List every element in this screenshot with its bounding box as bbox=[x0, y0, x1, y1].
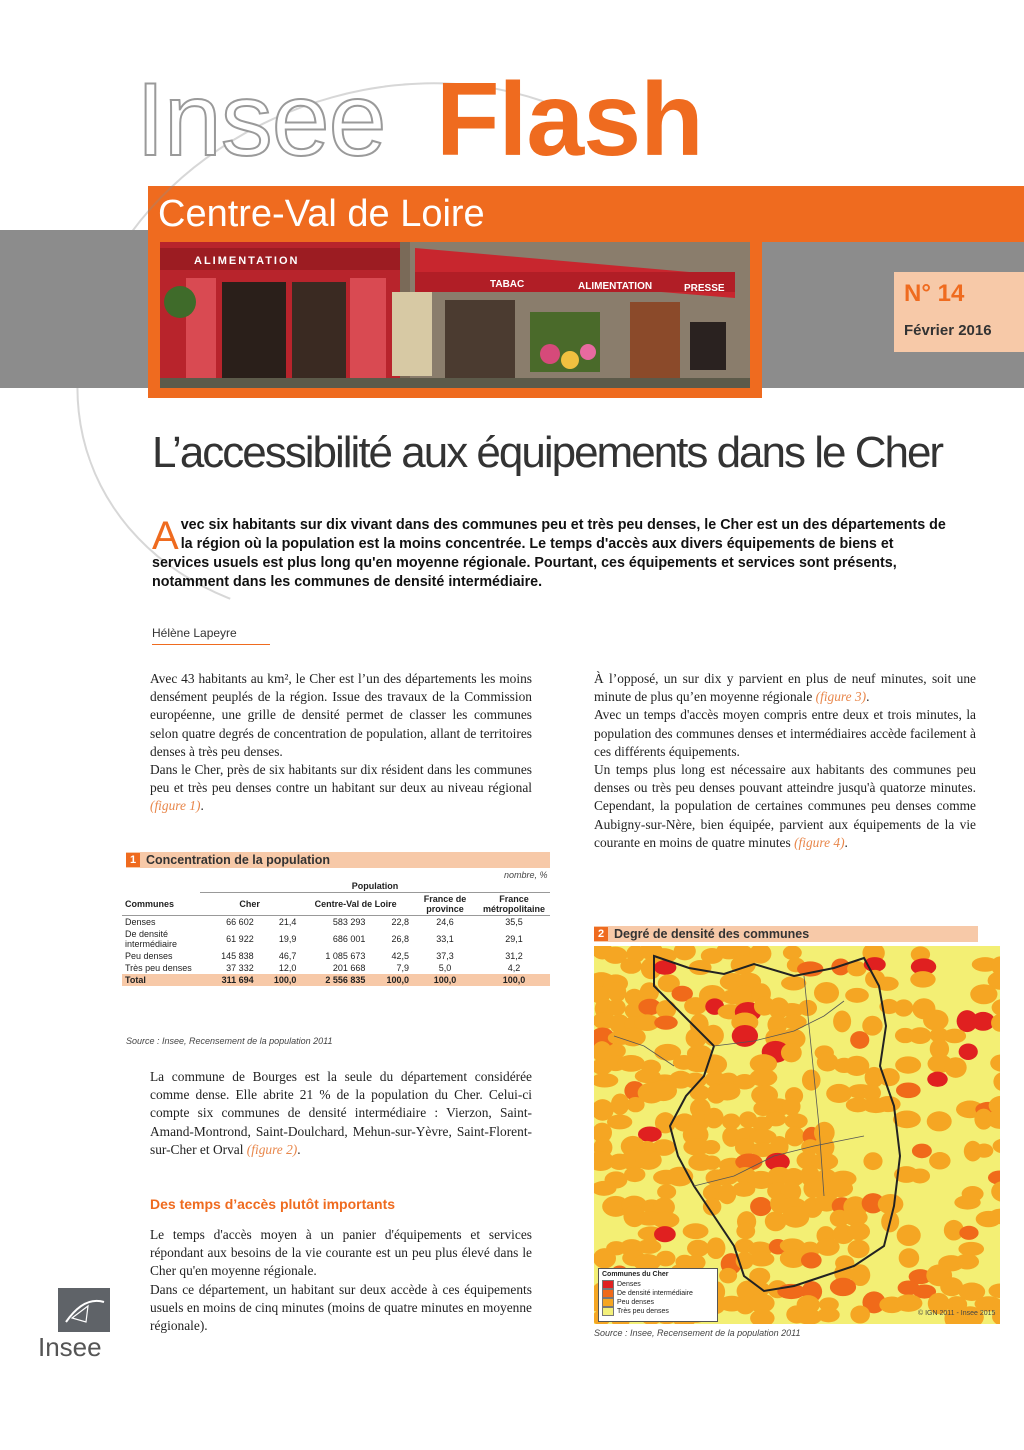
figure1-number: 1 bbox=[126, 853, 140, 867]
map-commune-cell bbox=[927, 1111, 952, 1131]
legend-swatch bbox=[602, 1280, 614, 1289]
map-commune-cell bbox=[654, 1226, 676, 1242]
table-cell: Total bbox=[125, 975, 146, 985]
paragraph: Un temps plus long est nécessaire aux habitants des communes peu denses ou très peu denses pouvant atteindre jusqu'à quatorze minutes. Cependant, la population de certaines communes peu denses comme Aubigny-sur-Nère, bien équipée, parvient aux équipements de la vie courante en moins de quatre minutes (figure 4). bbox=[594, 762, 976, 850]
map-commune-cell bbox=[955, 1254, 979, 1270]
left-column-middle bbox=[150, 1068, 532, 1159]
table-cell: 100,0 bbox=[502, 975, 526, 985]
map-copyright: © IGN 2011 - Insee 2015 bbox=[918, 1310, 996, 1317]
insee-logo-text: Insee bbox=[38, 1332, 102, 1362]
map-commune-cell bbox=[876, 1096, 901, 1112]
table-header-cvl: Centre-Val de Loire bbox=[314, 899, 397, 909]
table-cell: 29,1 bbox=[505, 934, 523, 944]
map-commune-cell bbox=[714, 1083, 741, 1101]
table-cell: 31,2 bbox=[505, 951, 523, 961]
map-commune-cell bbox=[894, 999, 913, 1016]
legend-item bbox=[599, 1289, 717, 1298]
map-commune-cell bbox=[656, 1251, 676, 1267]
table-cell: 311 694 bbox=[221, 975, 254, 985]
map-commune-cell bbox=[683, 1223, 709, 1239]
table-cell: 33,1 bbox=[436, 934, 454, 944]
map-commune-cell bbox=[703, 1156, 721, 1170]
map-commune-cell bbox=[910, 1168, 930, 1183]
figure-ref-link[interactable]: (figure 1) bbox=[150, 798, 201, 814]
table-header-fm: France métropolitaine bbox=[482, 894, 545, 914]
legend-swatch bbox=[602, 1307, 614, 1316]
figure-ref-link[interactable]: (figure 4) bbox=[794, 834, 845, 850]
table-row bbox=[122, 962, 550, 974]
paragraph-text: Dans le Cher, près de six habitants sur dix résident dans les communes peu et très peu denses contre un habitant sur deux au niveau régional bbox=[150, 762, 532, 796]
table-cell: De densité intermédiaire bbox=[125, 929, 178, 949]
article-lede bbox=[152, 516, 952, 592]
paragraph: La commune de Bourges est la seule du département considérée comme dense. Elle abrite 21 % de la population du Cher. Celui-ci compte six communes de densité intermédiaire : Vierzon, Saint-Amand-Montrond, Saint-Doulchard, Mehun-sur-Yèvre, Saint-Florent-sur-Cher et Orval (figure 2). bbox=[150, 1069, 532, 1157]
map-commune-cell bbox=[620, 1028, 646, 1047]
map-commune-cell bbox=[594, 1248, 616, 1268]
map-commune-cell bbox=[923, 1010, 948, 1031]
logo-flash-word: Flash bbox=[436, 62, 703, 178]
table-row bbox=[122, 928, 550, 950]
map-commune-cell bbox=[650, 1080, 677, 1101]
figure-ref-link[interactable]: (figure 2) bbox=[246, 1141, 298, 1157]
map-commune-cell bbox=[895, 1056, 921, 1073]
map-commune-cell bbox=[782, 1206, 809, 1228]
shop-sign-alimentation: ALIMENTATION bbox=[578, 281, 653, 292]
map-commune-cell bbox=[975, 1144, 994, 1158]
legend-swatch bbox=[602, 1289, 614, 1298]
table-cell: Denses bbox=[125, 917, 156, 927]
paragraph-text: La commune de Bourges est la seule du département considérée comme dense. Elle abrite 21 % de la population du Cher. Celui-ci compte six communes de densité intermédiaire : Vierzon, Saint-Amand-Montrond, Saint-Doulchard, Mehun-sur-Yèvre, Saint-Florent-sur-Cher et Orval bbox=[150, 1069, 532, 1157]
map-commune-cell bbox=[954, 1195, 980, 1209]
map-commune-cell bbox=[801, 1252, 822, 1268]
map-commune-cell bbox=[782, 1015, 806, 1030]
map-commune-cell bbox=[607, 1115, 632, 1130]
table-cell: 35,5 bbox=[505, 917, 523, 927]
map-commune-cell bbox=[704, 1108, 724, 1129]
shop-photo bbox=[160, 242, 750, 388]
map-commune-cell bbox=[848, 1240, 870, 1259]
map-commune-cell bbox=[702, 1140, 720, 1154]
map-legend bbox=[598, 1268, 718, 1322]
legend-items bbox=[599, 1280, 717, 1316]
map-commune-cell bbox=[783, 946, 802, 960]
logo-insee-word: Insee bbox=[136, 62, 386, 178]
table-cell: 4,2 bbox=[507, 963, 521, 973]
map-commune-cell bbox=[850, 1031, 869, 1049]
map-commune-cell bbox=[684, 997, 707, 1015]
table-cell: 1 085 673 bbox=[325, 951, 366, 961]
map-commune-cell bbox=[959, 1226, 978, 1240]
insee-logo-icon bbox=[58, 1288, 110, 1332]
lede-dropcap: A bbox=[152, 514, 179, 558]
table-cell: 100,0 bbox=[386, 975, 409, 985]
table-row bbox=[122, 950, 550, 962]
map-commune-cell bbox=[654, 1016, 677, 1030]
map-commune-cell bbox=[689, 960, 712, 975]
figure2-source: Source : Insee, Recensement de la population 2011 bbox=[594, 1328, 801, 1338]
map-commune-cell bbox=[732, 1182, 755, 1197]
table-cell: 66 602 bbox=[226, 917, 254, 927]
map-commune-cell bbox=[830, 1278, 856, 1296]
map-commune-cell bbox=[958, 1242, 984, 1256]
table-row bbox=[122, 916, 550, 929]
table-header-communes: Communes bbox=[125, 898, 175, 909]
map-commune-cell bbox=[802, 1070, 821, 1091]
table-group-header: Population bbox=[200, 880, 550, 893]
map-commune-cell bbox=[909, 1027, 932, 1044]
map-commune-cell bbox=[749, 1252, 774, 1267]
table-cell: 145 838 bbox=[221, 951, 254, 961]
figure2-title: Degré de densité des communes bbox=[614, 927, 810, 941]
table-cell: 201 668 bbox=[332, 963, 366, 973]
map-commune-cell bbox=[862, 1016, 882, 1036]
figure1-title: Concentration de la population bbox=[146, 853, 331, 867]
map-commune-cell bbox=[910, 971, 935, 987]
left-column-bottom bbox=[150, 1226, 532, 1335]
table-header-cher: Cher bbox=[239, 899, 260, 909]
map-commune-cell bbox=[943, 1029, 966, 1044]
map-commune-cell bbox=[863, 1152, 882, 1170]
figure1-unit: nombre, % bbox=[504, 870, 548, 880]
table-header-fp: France de province bbox=[423, 894, 467, 914]
figure1-header bbox=[126, 852, 550, 868]
paragraph-text: À l’opposé, un sur dix y parvient en plus de neuf minutes, soit une minute de plus qu’en moyenne régionale bbox=[594, 671, 976, 705]
section-subhead: Des temps d’accès plutôt importants bbox=[150, 1196, 396, 1212]
shop-sign-tabac: TABAC bbox=[490, 279, 525, 290]
map-commune-cell bbox=[736, 1223, 755, 1239]
table-cell: 37,3 bbox=[436, 951, 454, 961]
table-cell: 100,0 bbox=[433, 975, 457, 985]
map-commune-cell bbox=[785, 1113, 808, 1129]
map-commune-cell bbox=[781, 1043, 802, 1062]
shop-photo-illustration bbox=[160, 242, 750, 388]
table-cell: 37 332 bbox=[226, 963, 254, 973]
map-commune-cell bbox=[850, 1306, 870, 1324]
map-commune-cell bbox=[749, 1069, 777, 1087]
map-commune-cell bbox=[750, 1197, 771, 1216]
map-commune-cell bbox=[970, 984, 997, 1004]
figure2-header bbox=[594, 926, 978, 942]
table-cell: 26,8 bbox=[391, 934, 409, 944]
table-cell: Très peu denses bbox=[125, 963, 192, 973]
map-commune-cell bbox=[817, 1307, 839, 1322]
map-commune-cell bbox=[635, 1150, 661, 1169]
table-cell: 46,7 bbox=[278, 951, 297, 961]
table-cell: 12,0 bbox=[278, 963, 297, 973]
map-commune-cell bbox=[912, 1144, 932, 1159]
table-cell: 42,5 bbox=[391, 951, 409, 961]
map-commune-cell bbox=[765, 1112, 786, 1126]
map-commune-cell bbox=[626, 1097, 644, 1112]
map-commune-cell bbox=[624, 1167, 645, 1182]
legend-title: Communes du Cher bbox=[602, 1271, 669, 1278]
region-title: Centre-Val de Loire bbox=[158, 193, 485, 235]
map-commune-cell bbox=[706, 1237, 725, 1259]
map-commune-cell bbox=[848, 1222, 870, 1240]
map-commune-cell bbox=[657, 1184, 676, 1199]
left-column-top bbox=[150, 670, 532, 816]
lede-text: vec six habitants sur dix vivant dans des communes peu et très peu denses, le Cher est un des départements de la région où la population est la moins concentrée. Le temps d'accès aux divers équipements de biens et services usuels est plus long qu'en moyenne régionale. Pourtant, ces équipements et services sont présents, notamment dans les communes de densité intermédiaire. bbox=[152, 517, 946, 590]
table-cell: 2 556 835 bbox=[325, 975, 366, 985]
shop-sign-left: ALIMENTATION bbox=[194, 255, 300, 267]
table-cell: 686 001 bbox=[332, 934, 366, 944]
map-commune-cell bbox=[896, 1082, 921, 1098]
legend-item bbox=[599, 1307, 717, 1316]
map-commune-cell bbox=[945, 1057, 967, 1078]
legend-label: Très peu denses bbox=[617, 1308, 669, 1315]
map-commune-cell bbox=[652, 1212, 679, 1228]
map-commune-cell bbox=[899, 1248, 920, 1268]
paragraph: Avec 43 habitants au km², le Cher est l’un des départements les moins densément peuplés de la région. Issue des travaux de la Commission européenne, une grille de densité permet de classer les communes selon quatre degrés de concentration de population, allant de territoires denses à très peu denses. bbox=[150, 671, 532, 759]
shop-sign-presse: PRESSE bbox=[684, 283, 725, 294]
paragraph: Le temps d'accès moyen à un panier d'équipements et services répondant aux besoins de la vie courante est un peu plus élevé dans le Cher qu'en moyenne régionale. bbox=[150, 1227, 532, 1279]
paragraph: Dans le Cher, près de six habitants sur dix résident dans les communes peu et très peu denses contre un habitant sur deux au niveau régional (figure 1). bbox=[150, 762, 532, 814]
legend-swatch bbox=[602, 1298, 614, 1307]
map-commune-cell bbox=[845, 988, 869, 1003]
map-commune-cell bbox=[897, 1225, 921, 1246]
paragraph-text: Un temps plus long est nécessaire aux habitants des communes peu denses ou très peu denses pouvant atteindre jusqu'à quatorze minutes. Cependant, la population de certaines communes peu denses comme Aubigny-sur-Nère, bien équipée, parvient aux équipements de la vie courante en moins de quatre minutes bbox=[594, 762, 976, 850]
figure-ref-link[interactable]: (figure 3) bbox=[815, 689, 867, 705]
map-commune-cell bbox=[929, 1152, 951, 1170]
figure1-source: Source : Insee, Recensement de la population 2011 bbox=[126, 1036, 333, 1046]
map-commune-cell bbox=[620, 958, 642, 974]
table-cell: 61 922 bbox=[226, 934, 254, 944]
table-cell: 583 293 bbox=[332, 917, 366, 927]
map-commune-cell bbox=[781, 976, 806, 990]
article-title: L’accessibilité aux équipements dans le Cher bbox=[152, 428, 943, 477]
author: Hélène Lapeyre bbox=[152, 626, 237, 640]
map-commune-cell bbox=[687, 1240, 709, 1257]
issue-date: Février 2016 bbox=[904, 322, 992, 339]
map-commune-cell bbox=[816, 1238, 840, 1256]
author-divider bbox=[152, 644, 270, 645]
table-cell: 7,9 bbox=[396, 963, 409, 973]
right-column-text bbox=[594, 670, 976, 852]
figure2-number: 2 bbox=[594, 927, 608, 941]
table-cell: 22,8 bbox=[391, 917, 409, 927]
map-commune-cell bbox=[617, 1055, 644, 1072]
map-commune-cell bbox=[833, 1011, 851, 1033]
map-commune-cell bbox=[719, 1268, 737, 1283]
legend-item bbox=[599, 1280, 717, 1289]
issue-number: N° 14 bbox=[904, 280, 965, 307]
legend-label: De densité intermédiaire bbox=[617, 1290, 693, 1297]
insee-logo-mark bbox=[58, 1288, 110, 1332]
map-commune-cell bbox=[814, 982, 839, 1004]
legend-label: Peu denses bbox=[617, 1299, 654, 1306]
paragraph: À l’opposé, un sur dix y parvient en plus de neuf minutes, soit une minute de plus qu’en moyenne régionale (figure 3). bbox=[594, 671, 976, 705]
legend-item bbox=[599, 1298, 717, 1307]
table-cell: Peu denses bbox=[125, 951, 173, 961]
table-cell: 21,4 bbox=[278, 917, 297, 927]
table-cell: 19,9 bbox=[278, 934, 297, 944]
paragraph: Dans ce département, un habitant sur deux accède à ces équipements usuels en moins de cinq minutes (moins de quatre minutes en moyenne régionale). bbox=[150, 1281, 532, 1334]
table-cell: 5,0 bbox=[438, 963, 452, 973]
table-cell: 100,0 bbox=[273, 975, 297, 985]
table-total-row bbox=[122, 974, 550, 986]
legend-label: Denses bbox=[617, 1281, 641, 1288]
table-cell: 24,6 bbox=[436, 917, 454, 927]
map-commune-cell bbox=[927, 1072, 947, 1087]
paragraph: Avec un temps d'accès moyen compris entre deux et trois minutes, la population des communes denses et intermédiaires accède facilement à ces différents équipements. bbox=[594, 707, 976, 759]
map-commune-cell bbox=[782, 1097, 800, 1116]
figure1-table bbox=[122, 880, 550, 986]
map-commune-cell bbox=[959, 1043, 978, 1059]
map-commune-cell bbox=[703, 1025, 724, 1046]
